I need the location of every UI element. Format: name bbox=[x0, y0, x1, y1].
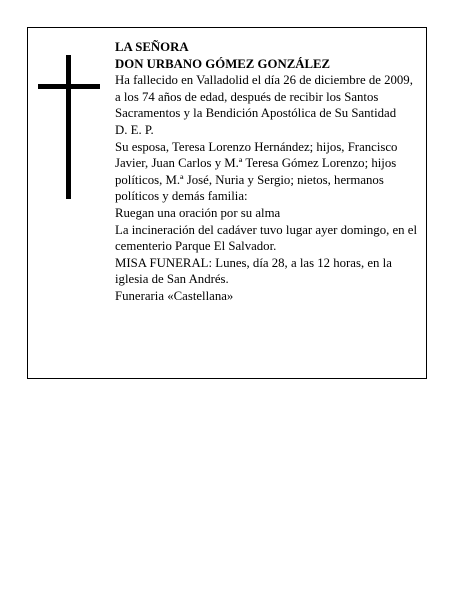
cross-icon bbox=[38, 55, 100, 199]
funeral-mass-info: MISA FUNERAL: Lunes, día 28, a las 12 horas, en la iglesia de San Andrés. bbox=[115, 255, 392, 287]
obituary-notice bbox=[27, 27, 427, 379]
cremation-info: La incineración del cadáver tuvo lugar ayer domingo, en el cementerio Parque El Salvador. bbox=[115, 222, 418, 254]
cross-horizontal-bar bbox=[38, 84, 100, 89]
family-list: Su esposa, Teresa Lorenzo Hernández; hijos, Francisco Javier, Juan Carlos y M.ª Teresa Gómez Lorenzo; hijos políticos, M.ª José, Nuria y Sergio; nietos, hermanos políticos y demás familia: bbox=[115, 139, 398, 204]
deceased-name: DON URBANO GÓMEZ GONZÁLEZ bbox=[115, 56, 331, 71]
prayer-request: Ruegan una oración por su alma bbox=[115, 205, 281, 220]
cross-vertical-bar bbox=[66, 55, 71, 199]
rest-in-peace: D. E. P. bbox=[115, 122, 154, 137]
funeral-home: Funeraria «Castellana» bbox=[115, 288, 234, 303]
death-announcement: Ha fallecido en Valladolid el día 26 de diciembre de 2009, a los 74 años de edad, después de recibir los Santos Sacramentos y la Bendición Apostólica de Su Santidad bbox=[115, 73, 413, 121]
notice-heading: LA SEÑORA bbox=[115, 40, 189, 54]
obituary-text bbox=[115, 39, 419, 305]
